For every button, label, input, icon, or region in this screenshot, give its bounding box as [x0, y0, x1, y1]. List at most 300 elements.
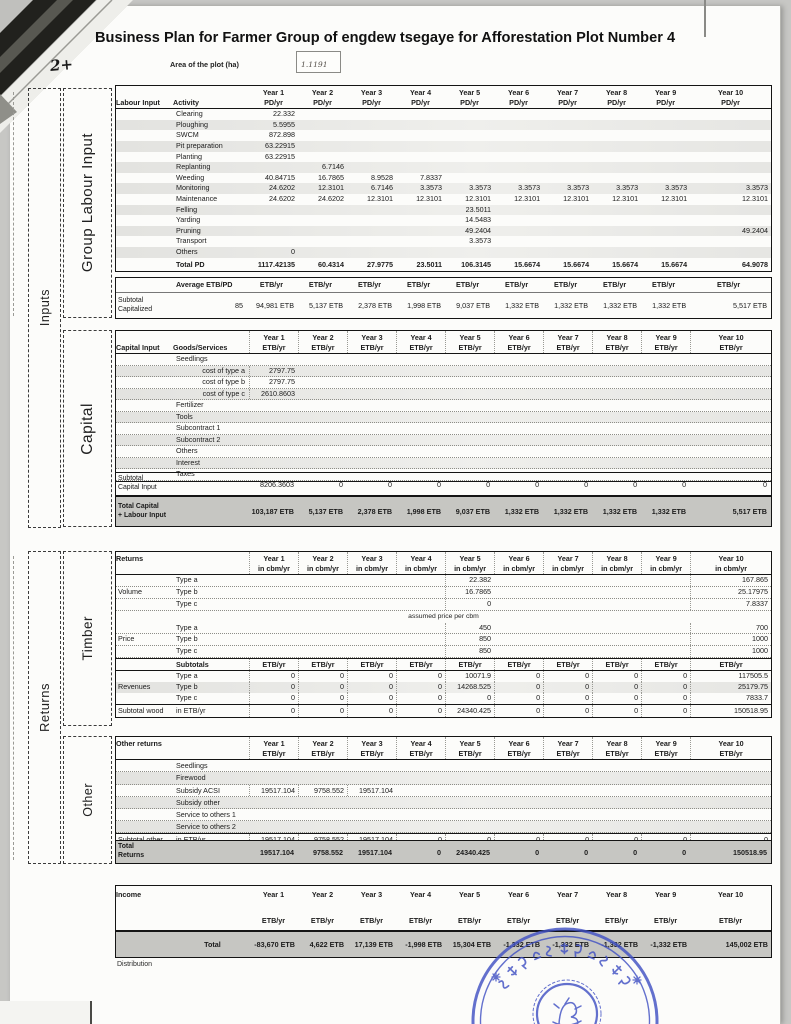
value-cell: 700 [690, 623, 771, 634]
value-cell: 16.7865 [318, 172, 345, 182]
stamp-text-glyph [588, 951, 596, 959]
value-cell: ETB/yr [504, 280, 529, 289]
section-label-capital: Capital [78, 402, 96, 455]
year-column-header: Year 2 ETB/yr [310, 890, 335, 926]
activity-label: Planting [176, 151, 202, 161]
table-row [116, 671, 771, 682]
table-header-row [116, 552, 771, 575]
activity-label: Monitoring [176, 183, 210, 193]
type-label: Type c [176, 598, 198, 608]
value-cell: ETB/yr [716, 280, 741, 289]
table-header-row [116, 886, 771, 931]
table-row [116, 183, 771, 194]
year-column-header: Year 3 in cbm/yr [347, 552, 396, 574]
year-column-header: Year 1 PD/yr [262, 88, 285, 107]
page-title: Business Plan for Farmer Group of engdew tsegaye for Afforestation Plot Number 4 [95, 30, 676, 46]
value-cell: 12.3101 [661, 193, 688, 203]
value-cell: 1,998 ETB [406, 507, 442, 516]
year-column-header: Year 7 ETB/yr [543, 331, 592, 353]
value-cell: 0 [633, 847, 638, 857]
table-row [116, 278, 771, 293]
other-return-label: Service to others 2 [176, 822, 236, 832]
value-cell: -1,332 ETB [552, 940, 590, 949]
table-row [116, 623, 771, 635]
subtotal-capital-row [115, 472, 772, 496]
unit-label: in ETB/yr [176, 705, 206, 715]
table-row [116, 236, 771, 247]
value-cell: 0 [592, 682, 641, 693]
value-cell: 2797.75 [249, 377, 298, 388]
table-header-row [116, 737, 771, 760]
year-column-header: Year 8 ETB/yr [605, 890, 629, 926]
value-cell: 0 [298, 682, 347, 693]
subtotal-capital-label: Subtotal Capital Input [118, 475, 157, 491]
value-cell: 24.6202 [269, 183, 295, 193]
year-column-header: Year 8 ETB/yr [592, 737, 641, 759]
total-capital-labour-row [115, 496, 772, 527]
value-cell: 3.3573 [665, 183, 688, 193]
value-cell: ETB/yr [298, 659, 347, 671]
value-cell: 0 [584, 847, 589, 857]
type-label: Type a [176, 622, 198, 632]
year-column-header: Year 6 ETB/yr [494, 737, 543, 759]
subtotal-capitalized-label: Subtotal Capitalized [118, 296, 153, 313]
year-column-header: Year 10 ETB/yr [717, 890, 744, 926]
stamp-text-glyph [518, 957, 529, 969]
value-cell: 0 [298, 705, 347, 717]
activity-label: Yarding [176, 215, 201, 225]
value-cell: 0 [494, 705, 543, 717]
stamp-text-glyph [561, 943, 567, 953]
table-row [116, 797, 771, 809]
table-row [116, 247, 771, 258]
table-row [116, 435, 771, 447]
type-label: Type b [176, 586, 198, 596]
value-cell: 24.6202 [318, 193, 345, 203]
value-cell: 5,517 ETB [733, 301, 767, 310]
year-column-header: Year 7 ETB/yr [543, 737, 592, 759]
year-column-header: Year 4 ETB/yr [396, 737, 445, 759]
year-column-header: Year 4 ETB/yr [408, 890, 433, 926]
type-label: Type a [176, 575, 198, 585]
value-cell: 12.3101 [514, 193, 541, 203]
handwritten-page-marker: 2+ [49, 55, 74, 75]
stamp-text-glyph [611, 965, 622, 976]
plot-area-label: Area of the plot (ha) [170, 60, 239, 69]
value-cell: 15,304 ETB [452, 940, 492, 949]
activity-label: Felling [176, 204, 198, 214]
value-cell: 1000 [690, 646, 771, 657]
table-row [116, 809, 771, 821]
section-label-returns: Returns [37, 682, 52, 733]
value-cell: 0 [291, 246, 295, 256]
other-return-label: Firewood [176, 773, 206, 783]
value-cell: 22.382 [445, 575, 494, 586]
value-cell: ETB/yr [249, 659, 298, 671]
table-row [116, 599, 771, 611]
table-header-row [116, 86, 771, 109]
year-column-header: Year 5 ETB/yr [445, 331, 494, 353]
value-cell: ETB/yr [494, 659, 543, 671]
year-column-header: Year 5 in cbm/yr [445, 552, 494, 574]
table-row [116, 658, 771, 672]
column-header [173, 552, 249, 574]
income-table [115, 885, 772, 958]
table-row [116, 646, 771, 658]
crop-mark-top [13, 92, 14, 316]
value-cell: 24.6202 [269, 193, 295, 203]
value-cell: 15.6674 [661, 259, 688, 269]
goods-label: Seedlings [176, 354, 208, 364]
year-column-header: Year 9 PD/yr [655, 88, 677, 107]
stamp-text-glyph [533, 951, 541, 959]
income-total-label: Total [204, 940, 221, 949]
value-cell: 0 [641, 693, 690, 704]
value-cell: 64.9078 [742, 259, 768, 269]
value-cell: 0 [486, 479, 491, 489]
goods-label: cost of type a [202, 365, 245, 375]
activity-label: Clearing [176, 109, 203, 119]
column-header: Other returns [116, 739, 162, 748]
year-column-header: Year 1 ETB/yr [249, 737, 298, 759]
table-row [116, 377, 771, 389]
column-header: Labour Input [116, 97, 160, 107]
value-cell: 0 [535, 847, 540, 857]
value-cell: 0 [494, 671, 543, 682]
value-cell: 19517.104 [249, 785, 298, 796]
stamp-text-glyph [599, 955, 608, 966]
revenues-label: Revenues [118, 682, 151, 692]
value-cell: 0 [592, 705, 641, 717]
value-cell: 0 [543, 693, 592, 704]
table-row [116, 693, 771, 704]
value-cell: 1,332 ETB [652, 301, 687, 310]
value-cell: ETB/yr [603, 280, 627, 289]
year-column-header: Year 5 ETB/yr [457, 890, 482, 926]
type-label: Type c [176, 693, 198, 703]
value-cell: 9758.552 [313, 847, 344, 857]
stamp-text-glyph [507, 965, 518, 976]
table-row [116, 760, 771, 772]
year-column-header: Year 6 ETB/yr [494, 331, 543, 353]
table-row [116, 682, 771, 693]
year-column-header: Year 6 PD/yr [507, 88, 530, 107]
year-column-header: Year 3 PD/yr [360, 88, 383, 107]
value-cell: 0 [641, 671, 690, 682]
goods-label: Tools [176, 411, 193, 421]
year-column-header: Year 10 in cbm/yr [690, 552, 771, 574]
value-cell: 117505.5 [690, 671, 771, 682]
year-column-header: Year 4 PD/yr [409, 88, 432, 107]
table-row [116, 354, 771, 366]
price-note: assumed price per cbm [408, 612, 479, 620]
value-cell: -1,332 ETB [650, 940, 688, 949]
value-cell: 0 [633, 479, 638, 489]
year-column-header: Year 10 PD/yr [717, 88, 744, 107]
value-cell: 3.3573 [567, 183, 590, 193]
value-cell: 12.3101 [367, 193, 394, 203]
value-cell: 1,332 ETB [553, 507, 589, 516]
column-header [173, 886, 249, 930]
activity-label: Pit preparation [176, 140, 223, 150]
value-cell: 872.898 [269, 130, 295, 140]
value-cell: 0 [641, 705, 690, 717]
value-cell: 850 [445, 646, 494, 657]
table-row [116, 152, 771, 163]
value-cell: 94,981 ETB [256, 301, 294, 310]
year-column-header: Year 5 ETB/yr [445, 737, 494, 759]
goods-label: cost of type c [202, 388, 245, 398]
table-row [116, 293, 771, 318]
value-cell: 14268.525 [445, 682, 494, 693]
value-cell: ETB/yr [406, 280, 431, 289]
table-row [116, 497, 771, 526]
year-column-header: Year 3 ETB/yr [347, 737, 396, 759]
goods-label: Taxes [176, 469, 195, 479]
section-label-other: Other [80, 783, 95, 817]
table-row [116, 141, 771, 152]
table-row [116, 931, 771, 957]
activity-label: Pruning [176, 225, 201, 235]
value-cell: 0 [249, 682, 298, 693]
value-cell: ETB/yr [592, 659, 641, 671]
year-column-header: Year 7 ETB/yr [556, 890, 580, 926]
year-column-header: Year 9 in cbm/yr [641, 552, 690, 574]
value-cell: 0 [347, 693, 396, 704]
total-label: Total PD [176, 259, 205, 269]
value-cell: 0 [543, 682, 592, 693]
value-cell: 106.3145 [461, 259, 492, 269]
table-row [116, 575, 771, 587]
column-header: Returns [116, 554, 144, 563]
value-cell: 0 [543, 671, 592, 682]
value-cell: 19517.104 [347, 785, 396, 796]
value-cell: 22.332 [273, 109, 295, 119]
year-column-header: Year 7 in cbm/yr [543, 552, 592, 574]
value-cell: 103,187 ETB [251, 507, 294, 516]
avg-etb-pd-label: Average ETB/PD [176, 280, 233, 289]
year-column-header: Year 1 in cbm/yr [249, 552, 298, 574]
official-stamp [465, 920, 669, 1024]
value-cell: -1,332 ETB [503, 940, 541, 949]
value-cell: 0 [249, 693, 298, 704]
value-cell: 0 [339, 479, 344, 489]
value-cell: 150518.95 [733, 847, 767, 857]
table-header-row [116, 331, 771, 354]
value-cell: 23.5011 [416, 259, 443, 269]
year-column-header: Year 5 PD/yr [458, 88, 481, 107]
value-cell: 6.7146 [322, 162, 345, 172]
value-cell: 1,332 ETB [602, 507, 638, 516]
value-cell: 1,332 ETB [504, 507, 540, 516]
section-box-timber [63, 551, 112, 726]
value-cell: 0 [592, 693, 641, 704]
year-column-header: Year 3 ETB/yr [347, 331, 396, 353]
price-label: Price [118, 634, 135, 644]
table-row [116, 130, 771, 141]
column-header: Activity [173, 97, 199, 107]
value-cell: 12.3101 [612, 193, 639, 203]
value-cell: ETB/yr [357, 280, 382, 289]
value-cell: ETB/yr [690, 659, 771, 671]
value-cell: 145,002 ETB [725, 940, 768, 949]
type-label: Type b [176, 682, 198, 692]
activity-label: SWCM [176, 130, 199, 140]
table-row [116, 587, 771, 599]
value-cell: 23.5011 [465, 204, 492, 214]
goods-label: cost of type b [202, 377, 245, 387]
year-column-header: Year 8 ETB/yr [592, 331, 641, 353]
labour-input-table [115, 85, 772, 272]
plot-area-value: 1.1191 [301, 60, 328, 69]
value-cell: 2797.75 [249, 366, 298, 377]
year-column-header: Year 9 ETB/yr [641, 737, 690, 759]
value-cell: 0 [298, 671, 347, 682]
value-cell: 8.9528 [371, 172, 394, 182]
value-cell: 2,378 ETB [358, 301, 393, 310]
value-cell: 19517.104 [260, 847, 294, 857]
value-cell: ETB/yr [308, 280, 333, 289]
value-cell: 1117.42135 [257, 259, 295, 269]
subtotal-capitalized-table [115, 277, 772, 319]
goods-label: Subcontract 1 [176, 423, 221, 433]
year-column-header: Year 1 ETB/yr [261, 890, 286, 926]
value-cell: 14.5483 [465, 215, 492, 225]
value-cell: 9,037 ETB [456, 301, 491, 310]
value-cell: 4,622 ETB [309, 940, 345, 949]
table-row [116, 785, 771, 797]
value-cell: 0 [763, 479, 767, 489]
value-cell: 0 [249, 705, 298, 717]
section-box-group-labour [63, 88, 112, 318]
activity-label: Replanting [176, 162, 211, 172]
value-cell: 0 [437, 479, 442, 489]
value-cell: 0 [396, 705, 445, 717]
table-row [116, 120, 771, 131]
value-cell: 49.2404 [465, 225, 492, 235]
year-column-header: Year 3 ETB/yr [359, 890, 384, 926]
value-cell: 850 [445, 634, 494, 645]
value-cell: 0 [543, 705, 592, 717]
value-cell: 0 [396, 693, 445, 704]
table-row [116, 841, 771, 863]
section-label-timber: Timber [80, 616, 95, 661]
value-cell: 0 [494, 682, 543, 693]
section-label-group-labour: Group Labour Input [79, 133, 96, 273]
value-cell: 12.3101 [742, 193, 768, 203]
type-label: Type c [176, 646, 198, 656]
other-return-label: Subsidy ACSI [176, 785, 220, 795]
value-cell: 0 [535, 479, 540, 489]
value-cell: 12.3101 [318, 183, 345, 193]
value-cell: 6.7146 [371, 183, 394, 193]
activity-label: Others [176, 246, 198, 256]
value-cell: 12.3101 [563, 193, 590, 203]
goods-label: Others [176, 446, 198, 456]
plot-area-cell [296, 51, 341, 73]
table-row [116, 772, 771, 784]
volume-label: Volume [118, 586, 142, 596]
value-cell: 167.865 [690, 575, 771, 586]
rate-cell: 85 [235, 301, 243, 310]
goods-label: Fertilizer [176, 400, 204, 410]
value-cell: 0 [298, 693, 347, 704]
table-row [116, 173, 771, 184]
value-cell: 12.3101 [465, 193, 492, 203]
value-cell: 3.3573 [469, 183, 492, 193]
value-cell: ETB/yr [347, 659, 396, 671]
stamp-text-glyph [575, 945, 582, 957]
value-cell: 0 [641, 682, 690, 693]
table-row [116, 704, 771, 717]
table-row [116, 446, 771, 458]
goods-label: Interest [176, 457, 200, 467]
value-cell: 40.84715 [265, 172, 295, 182]
value-cell: 15.6674 [563, 259, 590, 269]
value-cell: -1,998 ETB [405, 940, 443, 949]
other-return-label: Subsidy other [176, 797, 220, 807]
year-column-header: Year 1 ETB/yr [249, 331, 298, 353]
value-cell: 0 [388, 479, 393, 489]
value-cell: 10071.9 [445, 671, 494, 682]
year-column-header: Year 8 in cbm/yr [592, 552, 641, 574]
value-cell: ETB/yr [641, 659, 690, 671]
value-cell: 25179.75 [690, 682, 771, 693]
year-column-header: Year 10 ETB/yr [690, 737, 771, 759]
value-cell: 60.4314 [318, 259, 345, 269]
year-column-header: Year 2 in cbm/yr [298, 552, 347, 574]
value-cell: 0 [347, 682, 396, 693]
other-return-label: Service to others 1 [176, 810, 236, 819]
value-cell: 1,332 ETB [651, 507, 687, 516]
value-cell: 150518.95 [690, 705, 771, 717]
year-column-header: Year 4 in cbm/yr [396, 552, 445, 574]
year-column-header: Year 7 PD/yr [556, 88, 579, 107]
value-cell: 0 [494, 693, 543, 704]
value-cell: ETB/yr [455, 280, 480, 289]
activity-label: Ploughing [176, 119, 208, 129]
value-cell: 2,378 ETB [357, 507, 393, 516]
value-cell: 5,137 ETB [308, 507, 344, 516]
value-cell: 15.6674 [514, 259, 541, 269]
value-cell: 1,332 ETB [554, 301, 589, 310]
value-cell: ETB/yr [259, 280, 284, 289]
stamp-text-glyph [545, 946, 552, 957]
value-cell: 25.17975 [690, 587, 771, 598]
value-cell: 63.22915 [265, 151, 295, 161]
value-cell: 0 [592, 671, 641, 682]
value-cell: 0 [584, 479, 589, 489]
section-box-returns [28, 551, 61, 864]
timber-returns-table [115, 551, 772, 718]
value-cell: 9,037 ETB [455, 507, 491, 516]
year-column-header: Year 2 ETB/yr [298, 331, 347, 353]
value-cell: 3.3573 [518, 183, 541, 193]
total-returns-label: Total Returns [118, 843, 145, 859]
column-header [173, 737, 249, 759]
table-row [116, 458, 771, 470]
value-cell: 0 [437, 847, 442, 857]
value-cell: 19517.104 [358, 847, 393, 857]
value-cell: 7833.7 [690, 693, 771, 704]
value-cell: 5,517 ETB [732, 507, 767, 516]
distribution-label: Distribution [117, 961, 153, 968]
year-column-header: Year 2 PD/yr [311, 88, 334, 107]
section-box-other [63, 736, 112, 864]
value-cell: 24340.425 [445, 705, 494, 717]
column-header: Capital Input [116, 342, 160, 352]
scan-bottom-notch [0, 1001, 92, 1024]
